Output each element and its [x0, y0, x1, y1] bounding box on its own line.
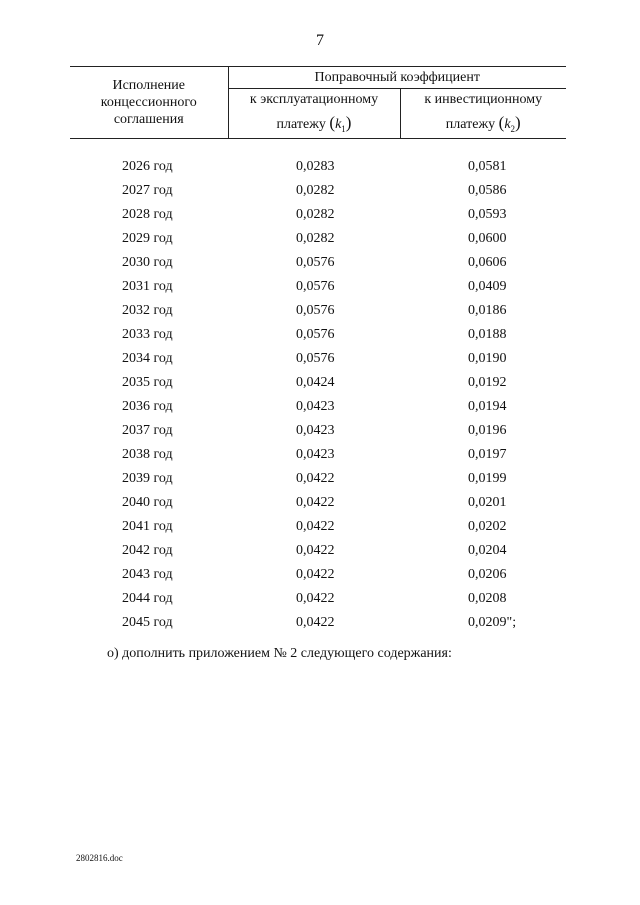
table-row: [70, 419, 566, 443]
investment-coefficient-cell: 0,0192: [468, 374, 507, 390]
year-cell: 2044 год: [122, 590, 173, 606]
operational-coefficient-cell: 0,0282: [296, 206, 335, 222]
formula-variable: k: [504, 117, 511, 132]
operational-coefficient-cell: 0,0422: [296, 518, 335, 534]
investment-coefficient-cell: 0,0606: [468, 254, 507, 270]
table-row: [70, 299, 566, 323]
year-cell: 2028 год: [122, 206, 173, 222]
header-investment-line1: к инвестиционному: [424, 92, 543, 107]
year-cell: 2040 год: [122, 494, 173, 510]
operational-coefficient-cell: 0,0423: [296, 446, 335, 462]
operational-coefficient-cell: 0,0282: [296, 182, 335, 198]
header-operational-line1: к эксплуатационному: [249, 92, 379, 107]
header-correction-coefficient: Поправочный коэффициент: [228, 67, 566, 89]
formula-paren-open: (: [329, 113, 336, 132]
table-row: [70, 539, 566, 563]
year-cell: 2027 год: [122, 182, 173, 198]
operational-coefficient-cell: 0,0283: [296, 158, 335, 174]
investment-coefficient-cell: 0,0202: [468, 518, 507, 534]
year-cell: 2026 год: [122, 158, 173, 174]
year-cell: 2032 год: [122, 302, 173, 318]
table-row: [70, 443, 566, 467]
operational-coefficient-cell: 0,0424: [296, 374, 335, 390]
formula-variable: k: [335, 117, 342, 132]
table-row: [70, 275, 566, 299]
table-row: [70, 203, 566, 227]
year-cell: 2029 год: [122, 230, 173, 246]
table-row: [70, 395, 566, 419]
header-execution-line: концессионного: [100, 94, 197, 110]
table-spacer-cell: [70, 138, 566, 155]
investment-coefficient-cell: 0,0196: [468, 422, 507, 438]
formula-paren-open: (: [498, 113, 505, 132]
investment-coefficient-cell: 0,0197: [468, 446, 507, 462]
formula-paren-close: ): [515, 113, 521, 132]
year-cell: 2035 год: [122, 374, 173, 390]
operational-coefficient-cell: 0,0422: [296, 494, 335, 510]
operational-coefficient-cell: 0,0282: [296, 230, 335, 246]
investment-coefficient-cell: 0,0204: [468, 542, 507, 558]
header-execution-line: соглашения: [113, 111, 184, 127]
operational-coefficient-cell: 0,0576: [296, 254, 335, 270]
page-number: 7: [316, 32, 324, 49]
year-cell: 2037 год: [122, 422, 173, 438]
year-cell: 2030 год: [122, 254, 173, 270]
operational-coefficient-cell: 0,0422: [296, 470, 335, 486]
table-row: [70, 347, 566, 371]
investment-coefficient-cell: 0,0188: [468, 326, 507, 342]
year-cell: 2033 год: [122, 326, 173, 342]
operational-coefficient-cell: 0,0423: [296, 422, 335, 438]
year-cell: 2043 год: [122, 566, 173, 582]
investment-coefficient-cell: 0,0209";: [468, 614, 517, 630]
year-cell: 2031 год: [122, 278, 173, 294]
table-row: [70, 563, 566, 587]
year-cell: 2036 год: [122, 398, 173, 414]
investment-coefficient-cell: 0,0201: [468, 494, 507, 510]
operational-coefficient-cell: 0,0423: [296, 398, 335, 414]
header-execution: [70, 67, 228, 139]
year-cell: 2042 год: [122, 542, 173, 558]
table-body: [70, 138, 566, 635]
investment-coefficient-cell: 0,0593: [468, 206, 507, 222]
header-investment-word: платежу: [445, 117, 496, 132]
investment-coefficient-cell: 0,0600: [468, 230, 507, 246]
table-spacer-row: [70, 138, 566, 155]
table-row: [70, 251, 566, 275]
operational-coefficient-cell: 0,0422: [296, 590, 335, 606]
investment-coefficient-cell: 0,0206: [468, 566, 507, 582]
investment-coefficient-cell: 0,0186: [468, 302, 507, 318]
formula-paren-close: ): [345, 113, 352, 132]
header-operational-payment: [228, 89, 400, 139]
formula-subscript: 1: [341, 123, 346, 134]
operational-coefficient-cell: 0,0576: [296, 278, 335, 294]
table-row: [70, 179, 566, 203]
table-row: [70, 323, 566, 347]
header-execution-line: Исполнение: [112, 77, 186, 93]
investment-coefficient-cell: 0,0190: [468, 350, 507, 366]
coefficient-table: [70, 66, 566, 635]
header-operational-line2: [229, 108, 400, 138]
amendment-text: о) дополнить приложением № 2 следующего содержания:: [107, 646, 452, 661]
table-row: [70, 515, 566, 539]
table-row: [70, 587, 566, 611]
header-investment-payment: [400, 89, 566, 139]
operational-coefficient-cell: 0,0422: [296, 614, 335, 630]
investment-coefficient-cell: 0,0194: [468, 398, 507, 414]
investment-coefficient-cell: 0,0586: [468, 182, 507, 198]
operational-coefficient-cell: 0,0576: [296, 326, 335, 342]
table-row: [70, 467, 566, 491]
header-operational-word: платежу: [276, 117, 326, 132]
operational-coefficient-cell: 0,0576: [296, 350, 335, 366]
table-row: [70, 611, 566, 635]
table-row: [70, 371, 566, 395]
year-cell: 2034 год: [122, 350, 173, 366]
year-cell: 2045 год: [122, 614, 173, 630]
table-row: [70, 227, 566, 251]
operational-coefficient-cell: 0,0422: [296, 566, 335, 582]
table-header: [70, 67, 566, 139]
formula-subscript: 2: [510, 123, 516, 134]
investment-coefficient-cell: 0,0208: [468, 590, 507, 606]
investment-coefficient-cell: 0,0409: [468, 278, 507, 294]
table-row: [70, 155, 566, 179]
table-row: [70, 491, 566, 515]
investment-coefficient-cell: 0,0199: [468, 470, 507, 486]
operational-coefficient-cell: 0,0422: [296, 542, 335, 558]
operational-coefficient-cell: 0,0576: [296, 302, 335, 318]
investment-coefficient-cell: 0,0581: [468, 158, 507, 174]
year-cell: 2039 год: [122, 470, 173, 486]
coefficient-table-container: [70, 66, 566, 635]
header-investment-line2: [401, 108, 567, 138]
year-cell: 2041 год: [122, 518, 173, 534]
footer-document-code: 2802816.doc: [76, 853, 123, 863]
year-cell: 2038 год: [122, 446, 173, 462]
